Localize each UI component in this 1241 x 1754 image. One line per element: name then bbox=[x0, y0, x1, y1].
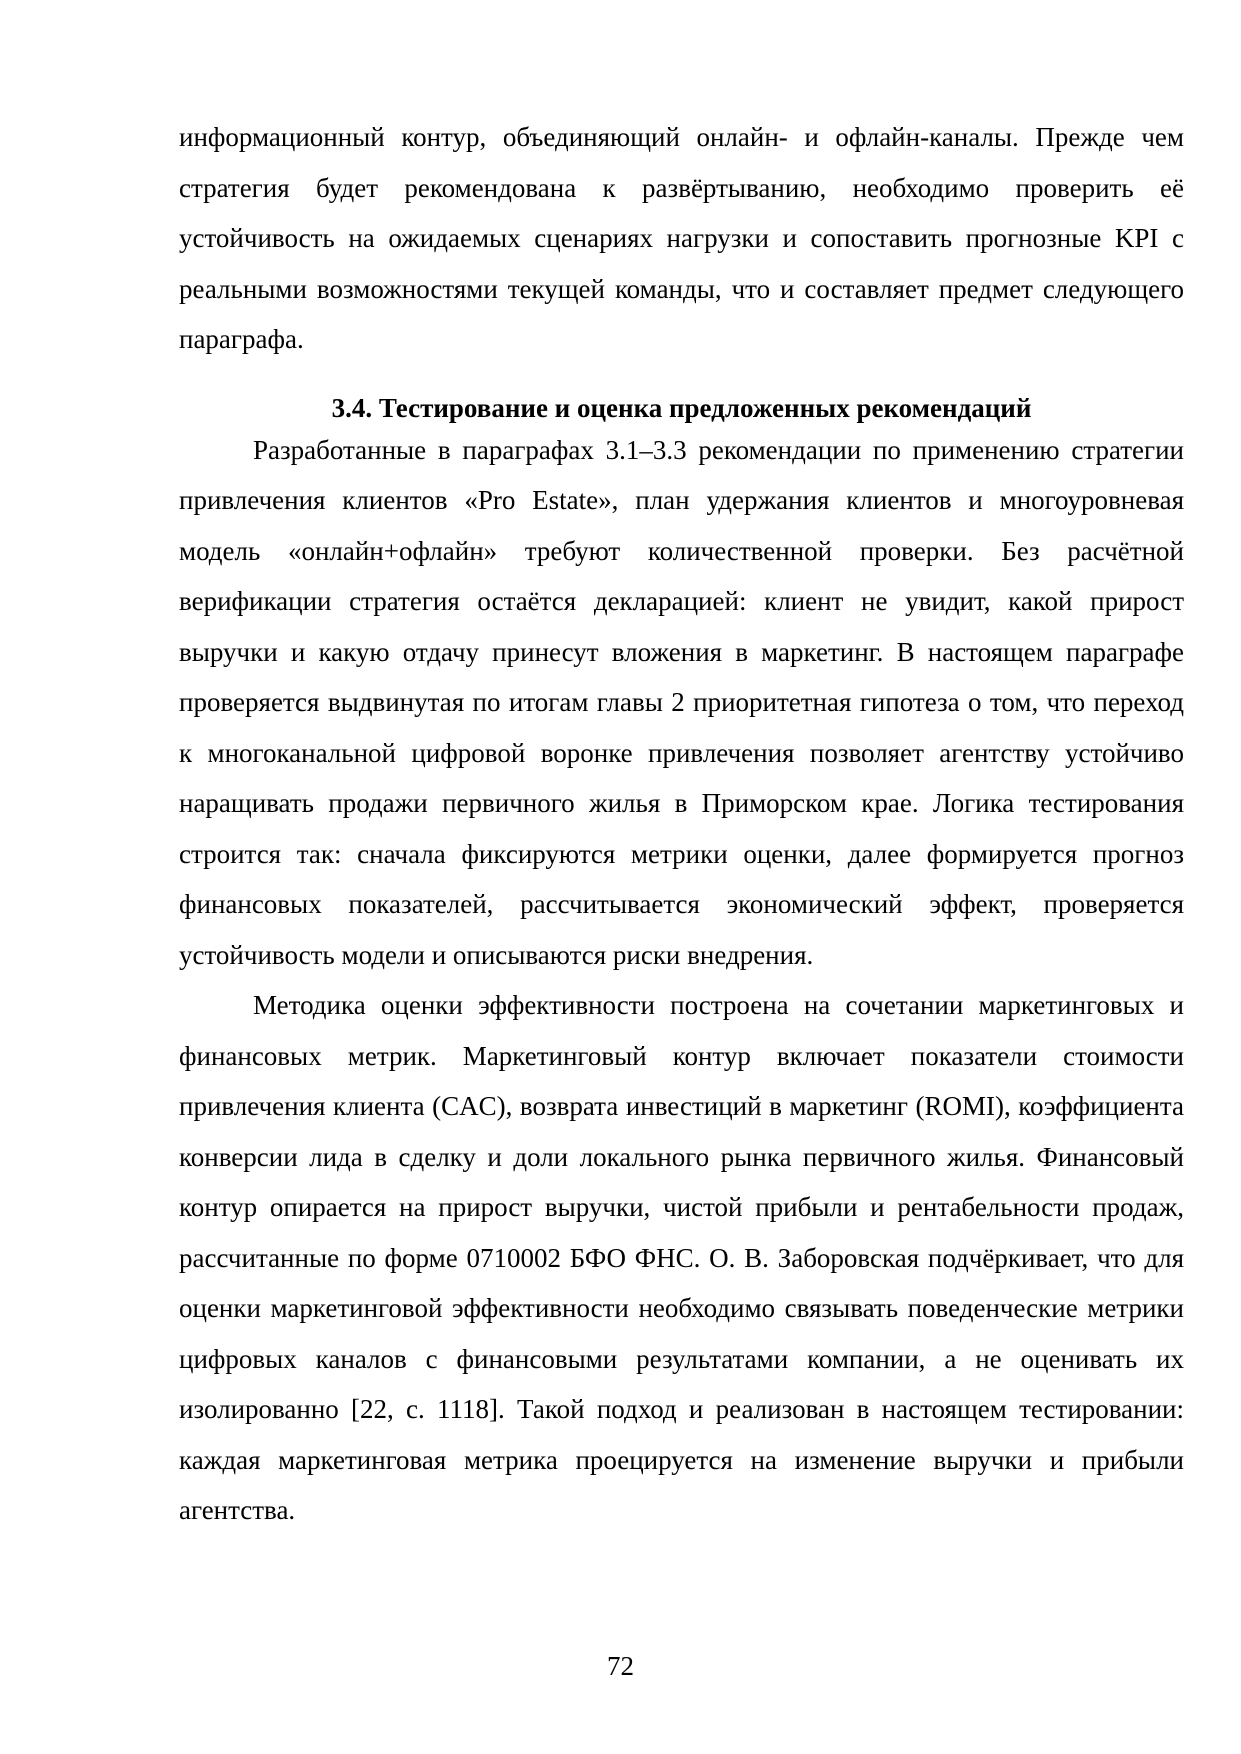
paragraph-methodology: Методика оценки эффективности построена на сочетании маркетинговых и финансовых метрик. Маркетинговый контур включает показатели стоимости привлечения клиента (CAC), возврата инвестиций в маркетинг (ROMI), коэффициента конверсии лида в сделку и доли локального рынка первичного жилья. Финансовый контур опирается на прирост выручки, чистой прибыли и рентабельности продаж, рассчитанные по форме 0710002 БФО ФНС. О. В. Заборовская подчёркивает, что для оценки маркетинговой эффективности необходимо связывать поведенческие метрики цифровых каналов с финансовыми результатами компании, а не оценивать их изолированно [22, с. 1118]. Такой подход и реализован в настоящем тестировании: каждая маркетинговая метрика проецируется на изменение выручки и прибыли агентства. bbox=[179, 990, 1184, 1525]
paragraph-continuation: информационный контур, объединяющий онлайн- и офлайн-каналы. Прежде чем стратегия будет рекомендована к развёртыванию, необходимо проверить её устойчивость на ожидаемых сценариях нагрузки и сопоставить прогнозные KPI с реальными возможностями текущей команды, что и составляет предмет следующего параграфа. bbox=[179, 122, 1184, 354]
section-heading: 3.4. Тестирование и оценка предложенных рекомендаций bbox=[331, 392, 1032, 423]
page-content bbox=[179, 112, 1184, 1536]
page-number: 72 bbox=[607, 1651, 634, 1681]
paragraph-intro: Разработанные в параграфах 3.1–3.3 рекомендации по применению стратегии привлечения клиентов «Pro Estate», план удержания клиентов и многоуровневая модель «онлайн+офлайн» требуют количественной проверки. Без расчётной верификации стратегия остаётся декларацией: клиент не увидит, какой прирост выручки и какую отдачу принесут вложения в маркетинг. В настоящем параграфе проверяется выдвинутая по итогам главы 2 приоритетная гипотеза о том, что переход к многоканальной цифровой воронке привлечения позволяет агентству устойчиво наращивать продажи первичного жилья в Приморском крае. Логика тестирования строится так: сначала фиксируются метрики оценки, далее формируется прогноз финансовых показателей, рассчитывается экономический эффект, проверяется устойчивость модели и описываются риски внедрения. bbox=[179, 434, 1184, 970]
